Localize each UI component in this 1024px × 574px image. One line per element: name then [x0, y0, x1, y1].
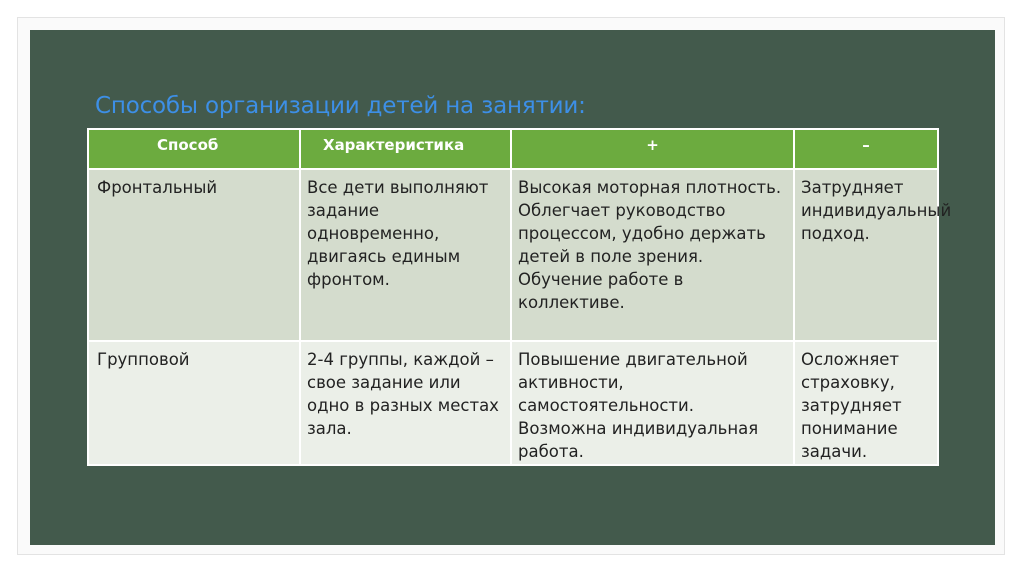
table-header-row [88, 129, 938, 169]
slide [30, 30, 995, 545]
cell-cons: Затрудняет индивидуальный подход. [794, 169, 938, 341]
cell-characteristic: Все дети выполняют задание одновременно, двигаясь единым фронтом. [300, 169, 511, 341]
cell-cons: Осложняет страховку, затрудняет понимание задачи. [794, 341, 938, 465]
cell-method: Фронтальный [88, 169, 300, 341]
slide-title: Способы организации детей на занятии: [95, 93, 586, 119]
table-row [88, 169, 938, 341]
cell-pros: Высокая моторная плотность. Облегчает руководство процессом, удобно держать детей в поле зрения. Обучение работе в коллективе. [511, 169, 794, 341]
cell-pros: Повышение двигательной активности, самостоятельности. Возможна индивидуальная работа. [511, 341, 794, 465]
cell-method: Групповой [88, 341, 300, 465]
methods-table [87, 128, 952, 466]
header-method: Способ [88, 129, 300, 169]
header-pros: + [511, 129, 794, 169]
header-characteristic: Характеристика [300, 129, 511, 169]
table-row [88, 341, 938, 465]
header-cons: – [794, 129, 938, 169]
cell-characteristic: 2-4 группы, каждой –свое задание или одно в разных местах зала. [300, 341, 511, 465]
